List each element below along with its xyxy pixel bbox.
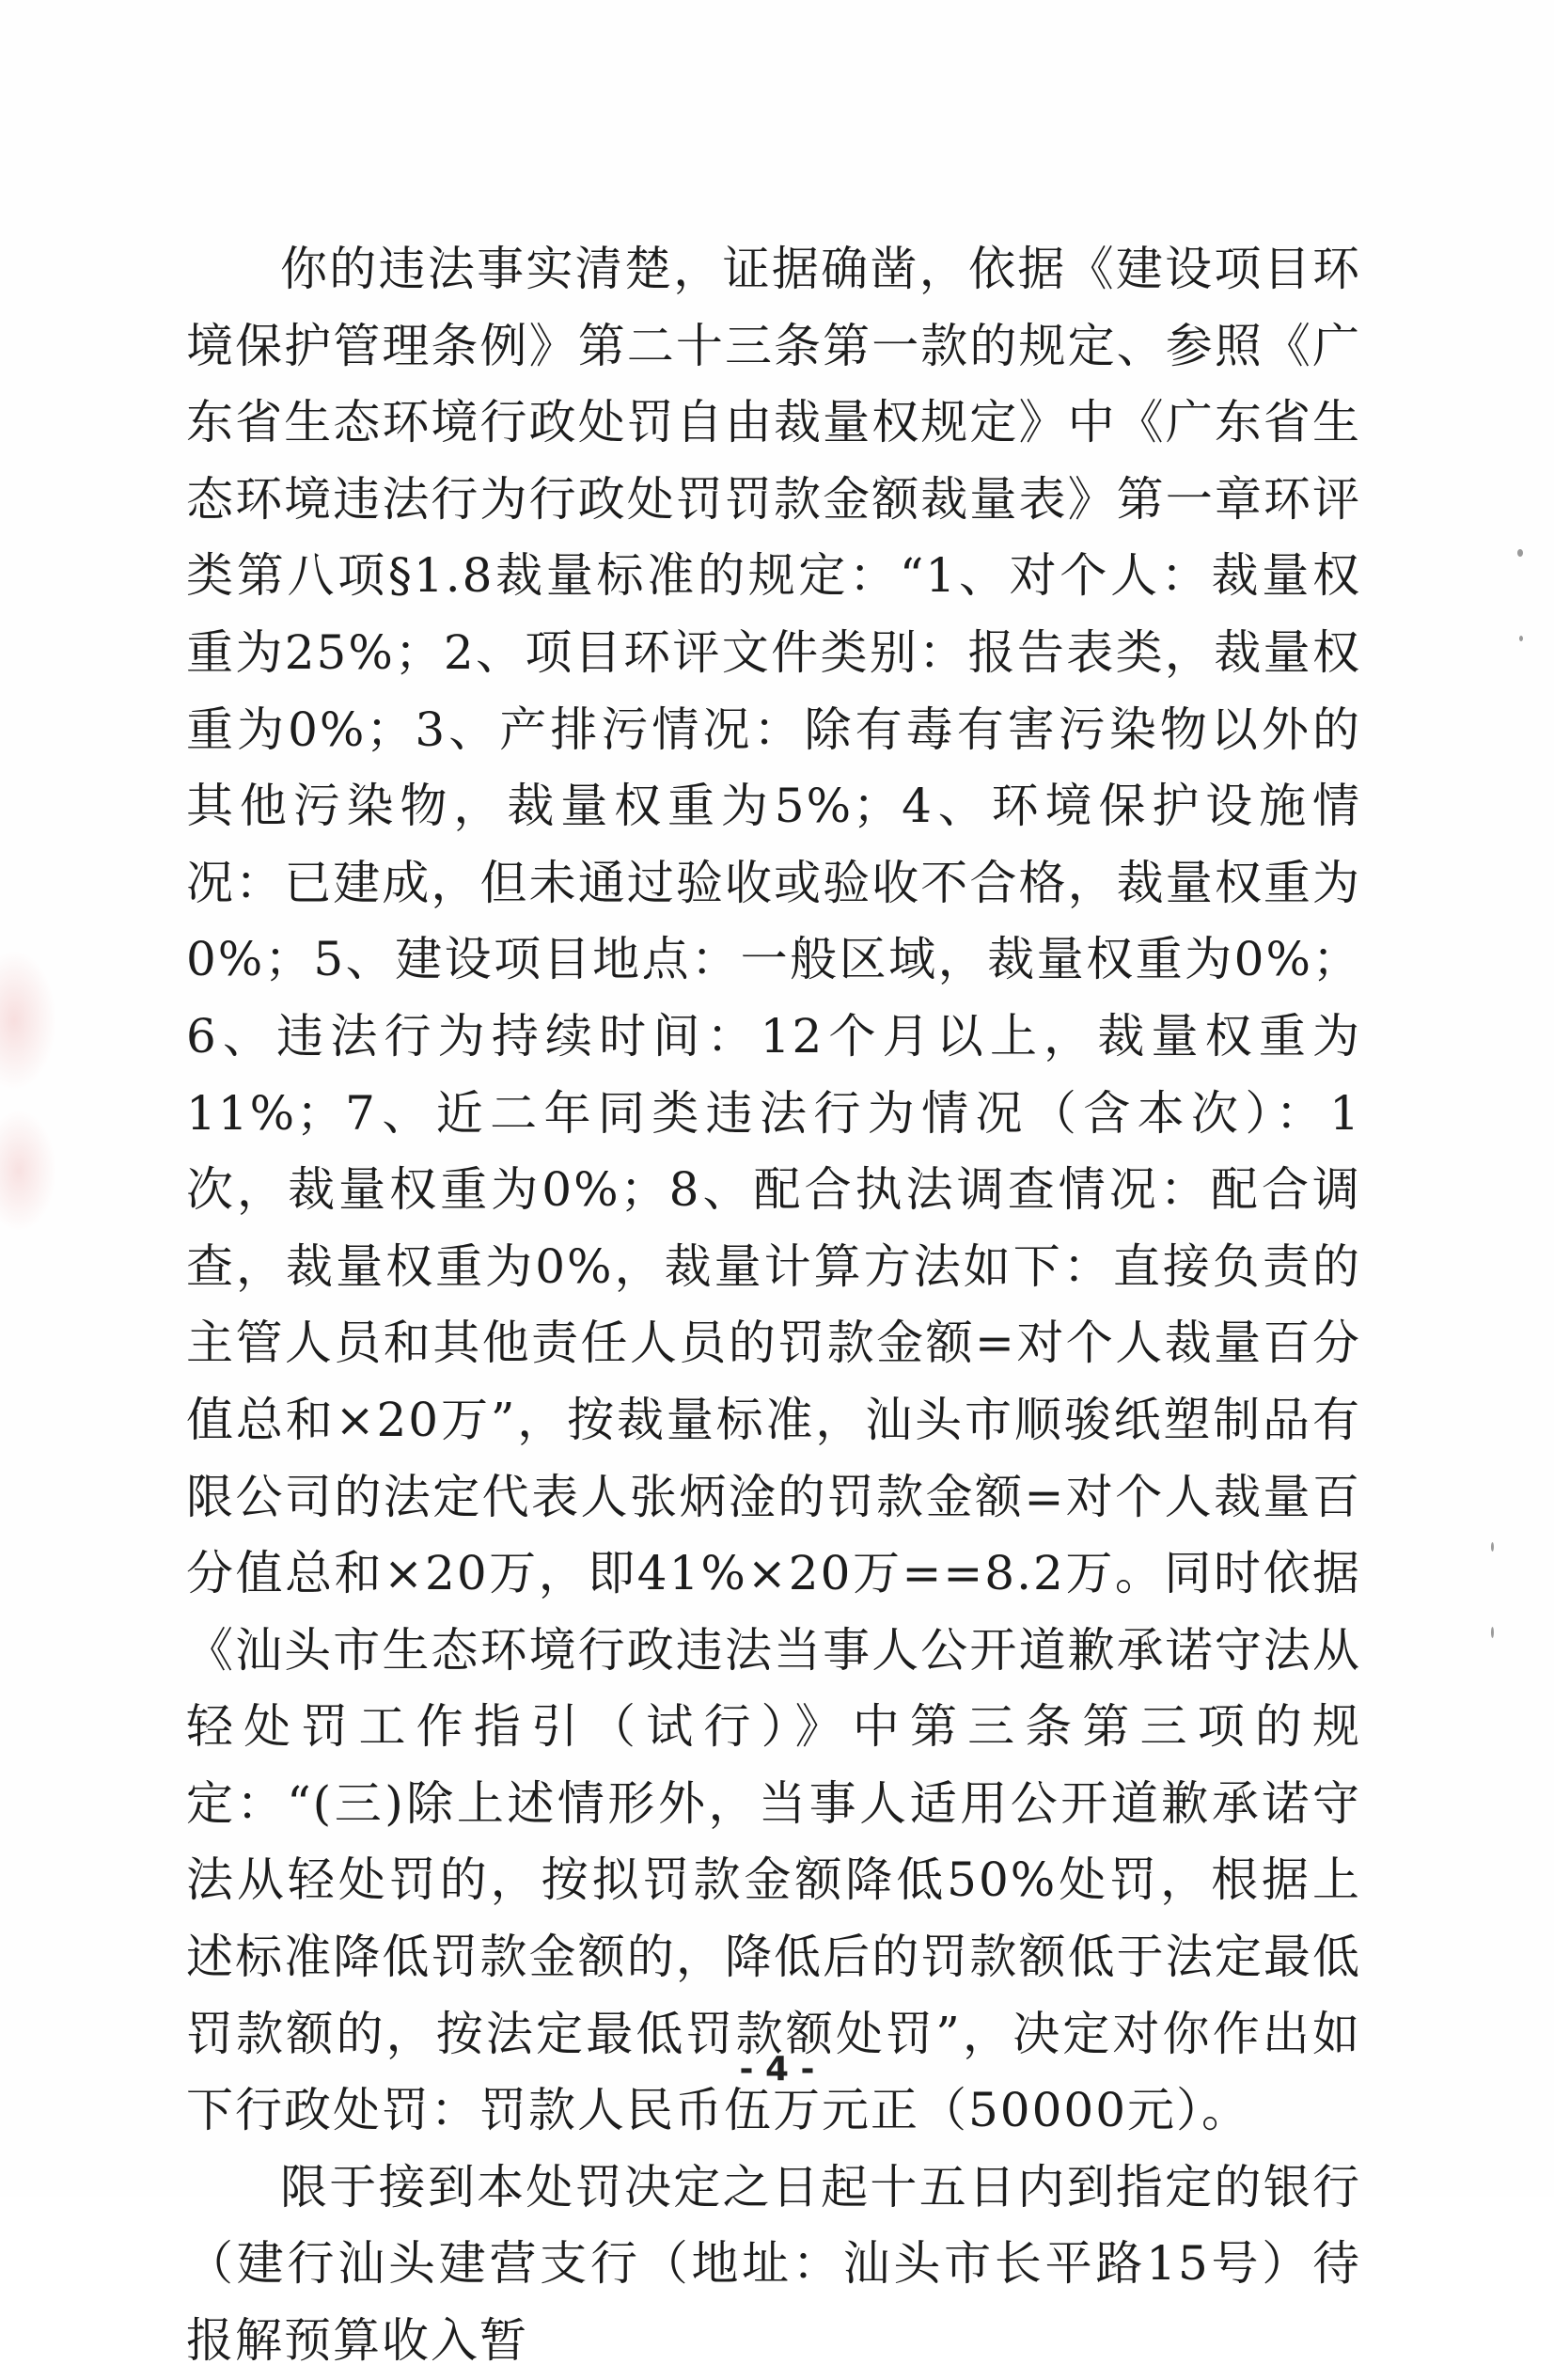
scan-speck <box>1517 549 1523 557</box>
scan-speck <box>1491 1627 1494 1638</box>
paragraph-payment-instructions: 限于接到本处罚决定之日起十五日内到指定的银行（建行汕头建营支行（地址：汕头市长平路15号）待报解预算收入暂 <box>186 2159 1361 2369</box>
page-number: - 4 - <box>739 2050 815 2088</box>
scan-speck <box>1519 636 1523 641</box>
seal-bleed-mark <box>0 1110 56 1232</box>
seal-bleed-mark <box>0 950 56 1091</box>
scan-speck <box>1491 1542 1494 1552</box>
paragraph-penalty-basis: 你的违法事实清楚，证据确凿，依据《建设项目环境保护管理条例》第二十三条第一款的规定、参照《广东省生态环境行政处罚自由裁量权规定》中《广东省生态环境违法行为行政处罚罚款金额裁量表》第一章环评类第八项§1.8裁量标准的规定：“1、对个人：裁量权重为25%；2、项目环评文件类别：报告表类，裁量权重为0%；3、产排污情况：除有毒有害污染物以外的其他污染物，裁量权重为5%；4、环境保护设施情况：已建成，但未通过验收或验收不合格，裁量权重为0%；5、建设项目地点：一般区域，裁量权重为0%；6、违法行为持续时间：12个月以上，裁量权重为11%；7、近二年同类违法行为情况（含本次）：1次，裁量权重为0%；8、配合执法调查情况：配合调查，裁量权重为0%，裁量计算方法如下：直接负责的主管人员和其他责任人员的罚款金额=对个人裁量百分值总和×20万”，按裁量标准，汕头市顺骏纸塑制品有限公司的法定代表人张炳淦的罚款金额=对个人裁量百分值总和×20万，即41%×20万==8.2万。同时依据《汕头市生态环境行政违法当事人公开道歉承诺守法从轻处罚工作指引（试行）》中第三条第三项的规定：“(三)除上述情形外，当事人适用公开道歉承诺守法从轻处罚的，按拟罚款金额降低50%处罚，根据上述标准降低罚款金额的，降低后的罚款额低于法定最低罚款额的，按法定最低罚款额处罚”，决定对你作出如下行政处罚：罚款人民币伍万元正（50000元）。 <box>186 242 1361 2138</box>
